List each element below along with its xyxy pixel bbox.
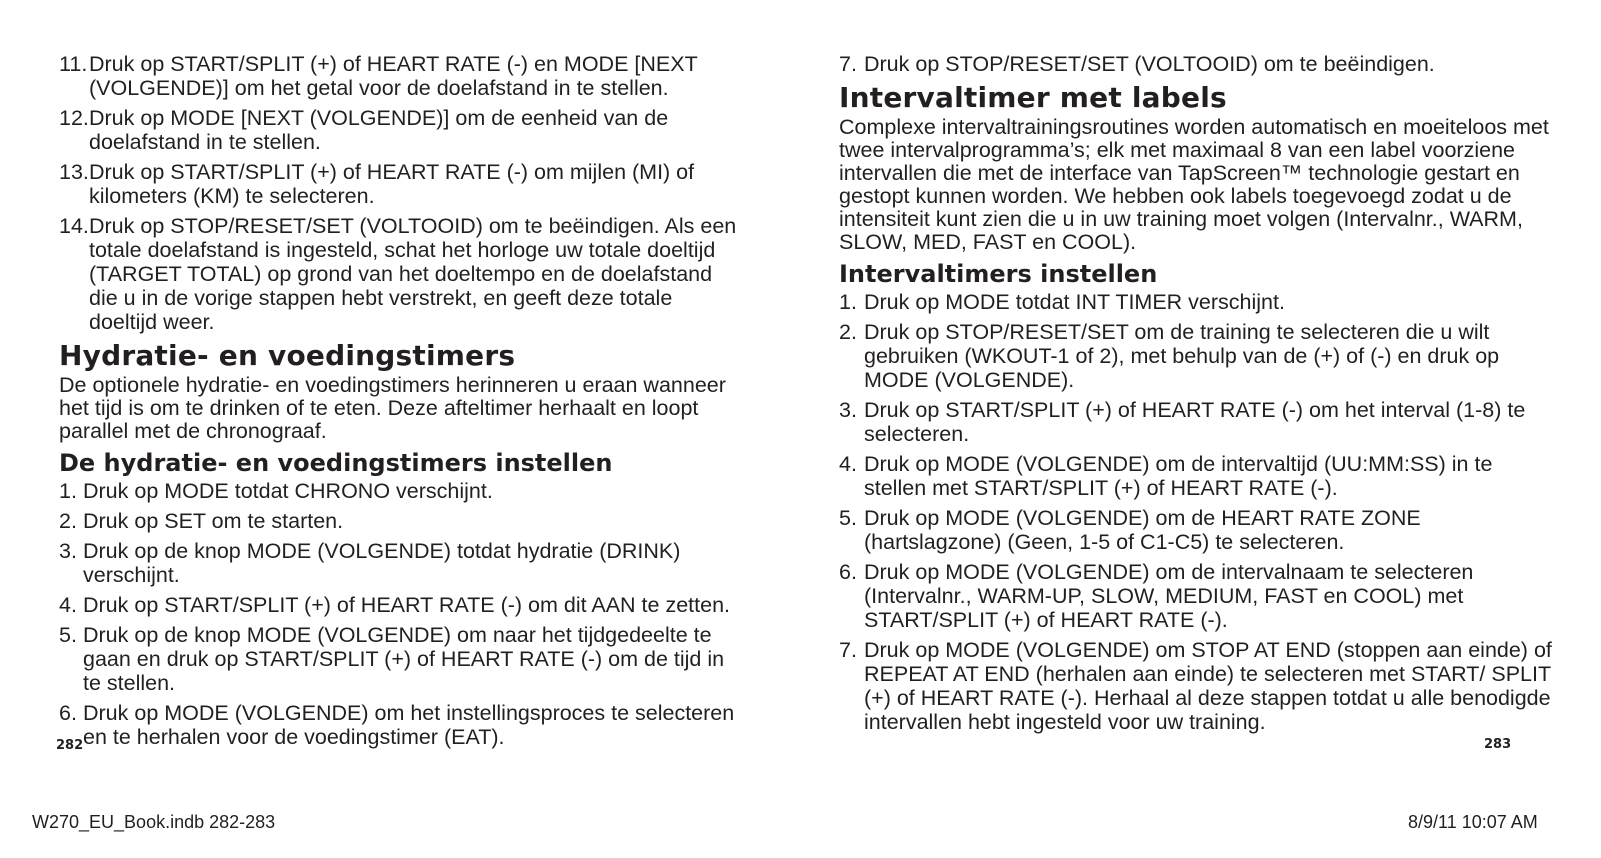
right-column	[839, 52, 1560, 740]
list-item	[59, 623, 739, 695]
list-item	[839, 320, 1560, 392]
step-number: 11.	[59, 52, 88, 76]
list-item	[59, 214, 739, 334]
list-item	[59, 593, 739, 617]
step-number: 2.	[839, 320, 857, 344]
list-item	[839, 52, 1560, 76]
file-info: W270_EU_Book.indb 282-283	[32, 812, 276, 832]
step-number: 7.	[839, 52, 857, 76]
page-number: 283	[1484, 737, 1512, 752]
list-item	[59, 52, 739, 100]
date-time: 8/9/11 10:07 AM	[1408, 812, 1538, 832]
step-text: Druk op MODE (VOLGENDE) om de HEART RATE ZONE (hartslagzone) (Geen, 1-5 of C1-C5) te selecteren.	[864, 506, 1421, 554]
step-number: 2.	[59, 509, 77, 533]
page-number: 282	[56, 738, 84, 753]
step-text: Druk op de knop MODE (VOLGENDE) om naar het tijdgedeelte te gaan en druk op START/SPLIT (+) of HEART RATE (-) om de tijd in te stellen.	[83, 623, 725, 695]
right-page	[839, 0, 1560, 780]
step-text: Druk op MODE totdat CHRONO verschijnt.	[83, 479, 493, 503]
step-number: 13.	[59, 160, 89, 184]
section-title: Hydratie- en voedingstimers	[59, 339, 516, 372]
step-number: 5.	[59, 623, 77, 647]
list-item	[839, 290, 1560, 314]
list-item	[839, 506, 1560, 554]
step-text: Druk op de knop MODE (VOLGENDE) totdat hydratie (DRINK) verschijnt.	[83, 539, 681, 587]
step-number: 3.	[839, 398, 857, 422]
step-text: Druk op STOP/RESET/SET (VOLTOOID) om te beëindigen.	[864, 52, 1435, 76]
step-number: 1.	[59, 479, 77, 503]
list-item	[59, 509, 739, 533]
steps-list-intro	[839, 52, 1560, 76]
step-number: 4.	[839, 452, 857, 476]
step-text: Druk op START/SPLIT (+) of HEART RATE (-) om het interval (1-8) te selecteren.	[864, 398, 1526, 446]
step-text: Druk op MODE (VOLGENDE) om de intervalnaam te selecteren (Intervalnr., WARM-UP, SLOW, MEDIUM, FAST en COOL) met START/SPLIT (+) of HEART RATE (-).	[864, 560, 1474, 632]
subsection-title: De hydratie- en voedingstimers instellen	[59, 449, 613, 477]
step-number: 5.	[839, 506, 857, 530]
step-text: Druk op SET om te starten.	[83, 509, 344, 533]
step-number: 6.	[839, 560, 857, 584]
step-text: Druk op STOP/RESET/SET (VOLTOOID) om te beëindigen. Als een totale doelafstand is ingesteld, schat het horloge uw totale doeltijd (TARGET TOTAL) op grond van het doeltempo en de doelafstand die u in de vorige stappen hebt verstrekt, en geeft deze totale doeltijd weer.	[89, 214, 737, 334]
step-number: 12.	[59, 106, 89, 130]
list-item	[59, 479, 739, 503]
list-item	[839, 452, 1560, 500]
left-column	[59, 52, 739, 755]
list-item	[839, 560, 1560, 632]
step-number: 1.	[839, 290, 857, 314]
step-text: Druk op MODE totdat INT TIMER verschijnt.	[864, 290, 1285, 314]
step-text: Druk op START/SPLIT (+) of HEART RATE (-) om dit AAN te zetten.	[83, 593, 730, 617]
step-text: Druk op MODE (VOLGENDE) om STOP AT END (stoppen aan einde) of REPEAT AT END (herhalen aan einde) te selecteren met START/ SPLIT (+) of HEART RATE (-). Herhaal al deze stappen totdat u alle benodigde intervallen hebt ingesteld voor uw training.	[864, 638, 1552, 734]
list-item	[839, 398, 1560, 446]
step-text: Druk op START/SPLIT (+) of HEART RATE (-) en MODE [NEXT (VOLGENDE)] om het getal voor de doelafstand in te stellen.	[89, 52, 698, 100]
step-number: 6.	[59, 701, 77, 725]
step-number: 4.	[59, 593, 77, 617]
step-text: Druk op START/SPLIT (+) of HEART RATE (-) om mijlen (MI) of kilometers (KM) te selecteren.	[89, 160, 695, 208]
list-item	[59, 539, 739, 587]
steps-list-top	[59, 52, 739, 334]
step-text: Druk op MODE (VOLGENDE) om het instellingsproces te selecteren en te herhalen voor de voedingstimer (EAT).	[83, 701, 735, 749]
step-number: 14.	[59, 214, 89, 238]
list-item	[839, 638, 1560, 734]
step-number: 3.	[59, 539, 77, 563]
list-item	[59, 160, 739, 208]
section-body: Complexe intervaltrainingsroutines worden automatisch en moeiteloos met twee intervalprogramma’s; elk met maximaal 8 van een label voorziene intervallen die met de interface van TapScreen™ technologie gestart en gestopt kunnen worden. We hebben ook labels toegevoegd zodat u de intensiteit kunt zien die u in uw training moet volgen (Intervalnr., WARM, SLOW, MED, FAST en COOL).	[839, 115, 1549, 254]
list-item	[59, 106, 739, 154]
left-page	[56, 0, 739, 780]
section-body: De optionele hydratie- en voedingstimers herinneren u eraan wanneer het tijd is om te drinken of te eten. Deze afteltimer herhaalt en loopt parallel met de chronograaf.	[59, 373, 726, 443]
step-number: 7.	[839, 638, 857, 662]
step-text: Druk op MODE (VOLGENDE) om de intervaltijd (UU:MM:SS) in te stellen met START/SPLIT (+) of HEART RATE (-).	[864, 452, 1493, 500]
list-item	[59, 701, 739, 749]
subsection-title: Intervaltimers instellen	[839, 260, 1158, 288]
section-title: Intervaltimer met labels	[839, 81, 1227, 114]
step-text: Druk op STOP/RESET/SET om de training te selecteren die u wilt gebruiken (WKOUT-1 of 2), met behulp van de (+) of (-) en druk op MODE (VOLGENDE).	[864, 320, 1500, 392]
step-text: Druk op MODE [NEXT (VOLGENDE)] om de eenheid van de doelafstand in te stellen.	[89, 106, 669, 154]
steps-list-bottom	[59, 479, 739, 749]
steps-list-interval	[839, 290, 1560, 734]
